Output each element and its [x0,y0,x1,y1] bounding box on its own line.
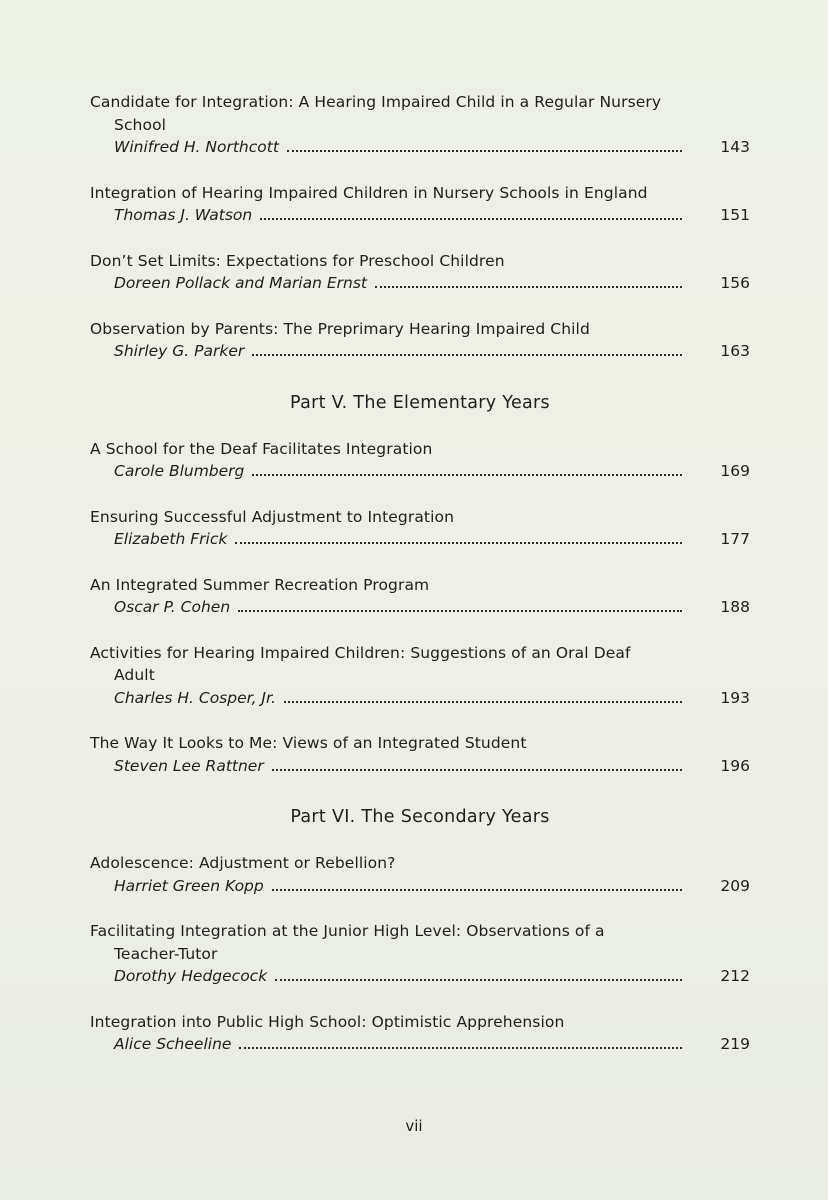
entry-page-number: 156 [720,274,750,292]
entry-author: Thomas J. Watson [114,206,253,224]
entry-author-line [90,340,750,363]
entry-author: Carole Blumberg [114,462,245,480]
entry-title: Don’t Set Limits: Expectations for Preschool Children [90,251,505,270]
dot-leader [252,342,682,356]
entry-author-line [90,875,750,898]
entry-title: Adolescence: Adjustment or Rebellion? [90,854,396,872]
entry-author: Doreen Pollack and Marian Ernst [114,274,368,292]
entry-author-line [90,755,750,778]
entry-page-number: 196 [720,756,750,775]
entry-page-number: 193 [720,688,750,707]
dot-leader [252,462,682,476]
toc-entry [90,732,750,777]
entry-author: Elizabeth Frick [114,530,228,548]
dot-leader [284,689,682,703]
dot-leader [239,1035,682,1049]
toc-entry [90,91,750,159]
toc-entry [90,920,750,988]
toc-entry [90,318,750,363]
entry-author: Charles H. Cosper, Jr. [114,688,276,707]
entry-title: Activities for Hearing Impaired Children: Suggestions of an Oral Deaf Adult [90,643,631,684]
dot-leader [272,877,682,891]
entry-title: The Way It Looks to Me: Views of an Integrated Student [90,734,527,752]
toc-entry [90,182,750,227]
toc-entry [90,1011,750,1056]
entry-author: Alice Scheeline [114,1035,232,1053]
toc-entry [90,642,750,710]
entry-author-line [90,1033,750,1056]
entry-author-line [90,204,750,227]
dot-leader [287,138,682,152]
part-heading: Part V. The Elementary Years [290,392,550,413]
table-of-contents [90,91,750,1079]
entry-author: Steven Lee Rattner [114,756,264,775]
toc-entry [90,438,750,483]
entry-title: Facilitating Integration at the Junior High Level: Observations of a Teacher-Tutor [90,922,605,963]
entry-title: An Integrated Summer Recreation Program [90,575,430,594]
entry-page-number: 169 [720,462,750,480]
entry-author-line [90,687,750,710]
entry-author: Dorothy Hedgecock [114,967,268,985]
entry-author-line [90,596,750,619]
entry-author-line [90,460,750,483]
entry-author-line [90,528,750,551]
dot-leader [272,757,682,771]
part-heading: Part VI. The Secondary Years [290,807,550,827]
entry-author: Oscar P. Cohen [114,598,231,616]
dot-leader [375,274,682,288]
entry-page-number: 177 [720,530,750,548]
toc-entry [90,506,750,551]
entry-title: Integration into Public High School: Optimistic Apprehension [90,1012,565,1031]
entry-author: Winifred H. Northcott [114,138,279,156]
dot-leader [235,530,682,544]
entry-author: Harriet Green Kopp [114,876,264,895]
entry-author-line [90,136,750,159]
toc-entry [90,852,750,897]
entry-page-number: 188 [720,598,750,616]
entry-title: A School for the Deaf Facilitates Integration [90,439,433,458]
dot-leader [275,967,682,981]
dot-leader [260,206,682,220]
page-folio: vii [405,1117,423,1135]
entry-author-line [90,272,750,295]
entry-page-number: 219 [720,1035,750,1053]
entry-page-number: 163 [720,342,750,360]
entry-page-number: 143 [720,138,750,156]
toc-entry [90,574,750,619]
toc-entry [90,250,750,295]
entry-author-line [90,965,750,988]
entry-title: Integration of Hearing Impaired Children in Nursery Schools in England [90,183,648,202]
entry-title: Ensuring Successful Adjustment to Integration [90,507,455,526]
entry-page-number: 209 [720,876,750,895]
entry-author: Shirley G. Parker [114,342,245,360]
entry-title: Candidate for Integration: A Hearing Impaired Child in a Regular Nursery School [90,93,662,134]
entry-page-number: 151 [720,206,750,224]
dot-leader [238,598,682,612]
entry-page-number: 212 [720,967,750,985]
entry-title: Observation by Parents: The Preprimary Hearing Impaired Child [90,319,590,338]
